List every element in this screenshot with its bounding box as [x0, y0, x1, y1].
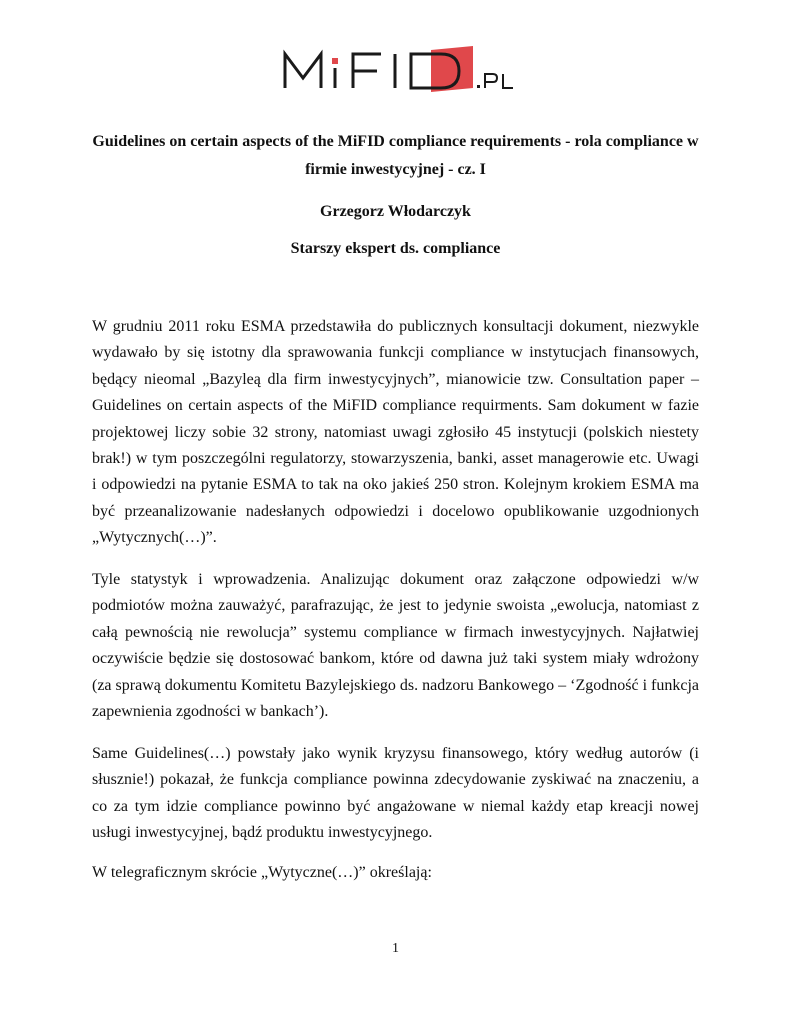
mifid-pl-logo: [281, 44, 521, 96]
paragraph: Same Guidelines(…) powstały jako wynik kryzysu finansowego, który według autorów (i słusznie!) pokazał, że funkcja compliance powinna zdecydowanie zyskiwać na znaczeniu, a co za tym idzie compliance powinno być angażowane w niemal każdy etap kreacji nowej usługi inwestycyjnej, bądź produktu inwestycyjnego.: [92, 745, 699, 842]
paragraph: W grudniu 2011 roku ESMA przedstawiła do publicznych konsultacji dokument, niezwykle wydawało by się istotny dla sprawowania funkcji compliance w instytucjach finansowych, będący nieomal „Bazyleą dla firm inwestycyjnych”, mianowicie tzw. Consultation paper – Guidelines on certain aspects of the MiFID compliance requirments. Sam dokument w fazie projektowej liczy sobie 32 strony, natomiast uwagi zgłosiło 45 instytucji (polskich niestety brak!) w tym poszczególni regulatorzy, stowarzyszenia, banki, asset managerowie etc. Uwagi i odpowiedzi na pytanie ESMA to tak na oko jakieś 250 stron. Kolejnym krokiem ESMA ma być przeanalizowanie nadesłanych odpowiedzi i docelowo opublikowanie uzgodnionych „Wytycznych(…)”.: [92, 318, 699, 547]
document-title: Guidelines on certain aspects of the MiFID compliance requirements - rola compliance w firmie inwestycyjnej - cz. I: [92, 133, 699, 178]
paragraph: W telegraficznym skrócie „Wytyczne(…)” określają:: [92, 864, 432, 881]
page-number: 1: [392, 941, 399, 956]
author-name: Grzegorz Włodarczyk: [320, 203, 471, 220]
paragraph: Tyle statystyk i wprowadzenia. Analizując dokument oraz załączone odpowiedzi w/w podmiotów można zauważyć, parafrazując, że jest to jedynie swoista „ewolucja, natomiast z całą pewnością nie rewolucja” systemu compliance w firmach inwestycyjnych. Najłatwiej oczywiście będzie się dostosować bankom, które od dawna już taki system miały wdrożony (za sprawą dokumentu Komitetu Bazylejskiego ds. nadzoru Bankowego – ‘Zgodność i funkcja zapewnienia zgodności w bankach’).: [92, 571, 699, 721]
author-position: Starszy ekspert ds. compliance: [290, 240, 501, 257]
